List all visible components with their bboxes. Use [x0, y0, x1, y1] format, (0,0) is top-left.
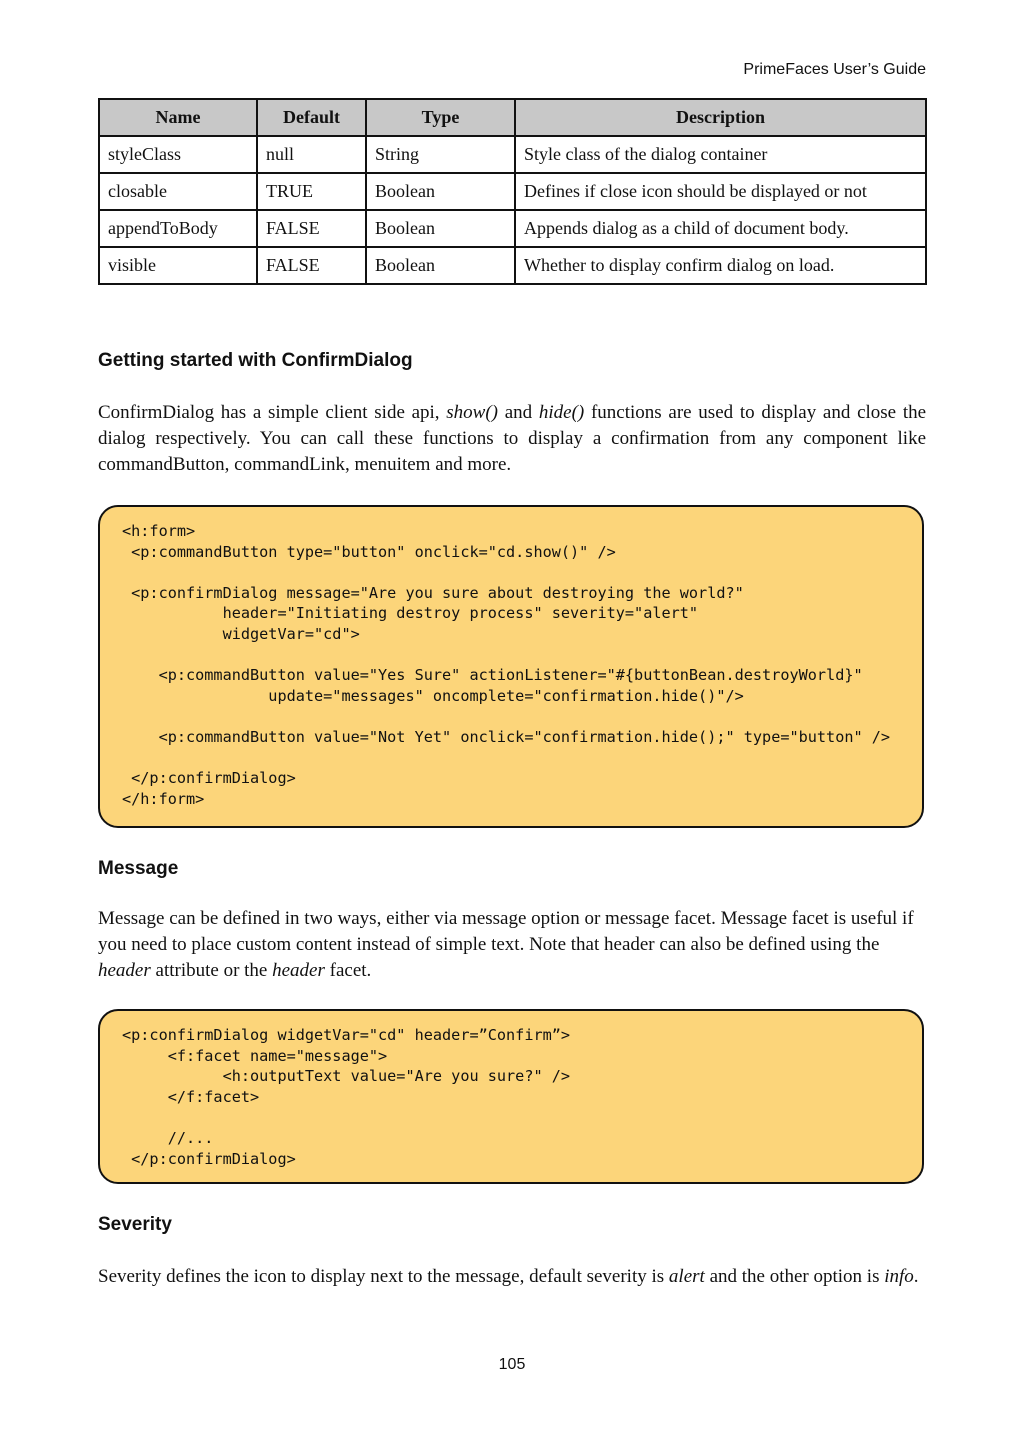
- table-cell: Defines if close icon should be displayed or not: [515, 173, 926, 210]
- table-cell: Boolean: [366, 173, 515, 210]
- show-api-name: show(): [446, 402, 499, 423]
- paragraph-text: .: [913, 1266, 919, 1287]
- page-number: 105: [498, 1356, 526, 1373]
- section-heading-severity: Severity: [98, 1214, 172, 1235]
- section-heading-getting-started: Getting started with ConfirmDialog: [98, 350, 413, 371]
- table-row: [99, 210, 926, 247]
- table-cell: Style class of the dialog container: [515, 136, 926, 173]
- code-block-message-facet: [98, 1009, 924, 1184]
- table-cell: appendToBody: [99, 210, 257, 247]
- getting-started-paragraph: [98, 400, 926, 478]
- column-header-name: Name: [99, 99, 257, 136]
- code-block-confirm-dialog: [98, 505, 924, 828]
- table-row: [99, 247, 926, 284]
- paragraph-text: Severity defines the icon to display next to the message, default severity is: [98, 1266, 665, 1287]
- alert-term: alert: [668, 1266, 705, 1287]
- header-term: header: [98, 960, 151, 981]
- message-paragraph: [98, 906, 926, 984]
- table-cell: null: [257, 136, 366, 173]
- paragraph-text: and the other option is: [709, 1266, 880, 1287]
- column-header-default: Default: [257, 99, 366, 136]
- severity-paragraph: [98, 1264, 926, 1290]
- paragraph-text: and: [504, 402, 533, 423]
- table-cell: FALSE: [257, 210, 366, 247]
- running-header: PrimeFaces User’s Guide: [743, 61, 926, 78]
- column-header-description: Description: [515, 99, 926, 136]
- table-row: [99, 173, 926, 210]
- code-listing: <p:confirmDialog widgetVar="cd" header=”Confirm”> <f:facet name="message"> <h:outputText value="Are you sure?" /> </f:facet> //... </p:confirmDialog>: [122, 1026, 571, 1168]
- info-term: info: [884, 1266, 914, 1287]
- table-cell: Boolean: [366, 210, 515, 247]
- code-listing: <h:form> <p:commandButton type="button" onclick="cd.show()" /> <p:confirmDialog message="Are you sure about destroying the world?" header="Initiating destroy process" severity="alert" widgetVar="cd"> <p:commandButton value="Yes Sure" actionListener="#{buttonBean.destroyWorld}" update="messages" oncomplete="confirmation.hide()"/> <p:commandButton value="Not Yet" onclick="confirmation.hide();" type="button" /> </p:confirmDialog> </h:form>: [122, 522, 891, 808]
- table-header-row: [99, 99, 926, 136]
- table-cell: Appends dialog as a child of document body.: [515, 210, 926, 247]
- paragraph-text: functions are used to display and close the dialog respectively. You can call these functions to display a confirmation from any component like commandButton, commandLink, menuitem and more.: [98, 402, 927, 475]
- attributes-table: [98, 98, 927, 285]
- table-cell: Whether to display confirm dialog on load.: [515, 247, 926, 284]
- section-heading-message: Message: [98, 858, 179, 879]
- table-cell: closable: [99, 173, 257, 210]
- paragraph-text: Message can be defined in two ways, either via message option or message facet. Message facet is useful if you need to place custom content instead of simple text. Note that header can also be defined using the: [98, 908, 914, 955]
- paragraph-text: facet.: [329, 960, 372, 981]
- paragraph-text: ConfirmDialog has a simple client side api,: [98, 402, 440, 423]
- table-cell: Boolean: [366, 247, 515, 284]
- table-row: [99, 136, 926, 173]
- table-cell: String: [366, 136, 515, 173]
- paragraph-text: attribute or the: [155, 960, 268, 981]
- table-cell: TRUE: [257, 173, 366, 210]
- hide-api-name: hide(): [538, 402, 585, 423]
- table-cell: visible: [99, 247, 257, 284]
- table-cell: styleClass: [99, 136, 257, 173]
- header-term: header: [272, 960, 325, 981]
- column-header-type: Type: [366, 99, 515, 136]
- table-cell: FALSE: [257, 247, 366, 284]
